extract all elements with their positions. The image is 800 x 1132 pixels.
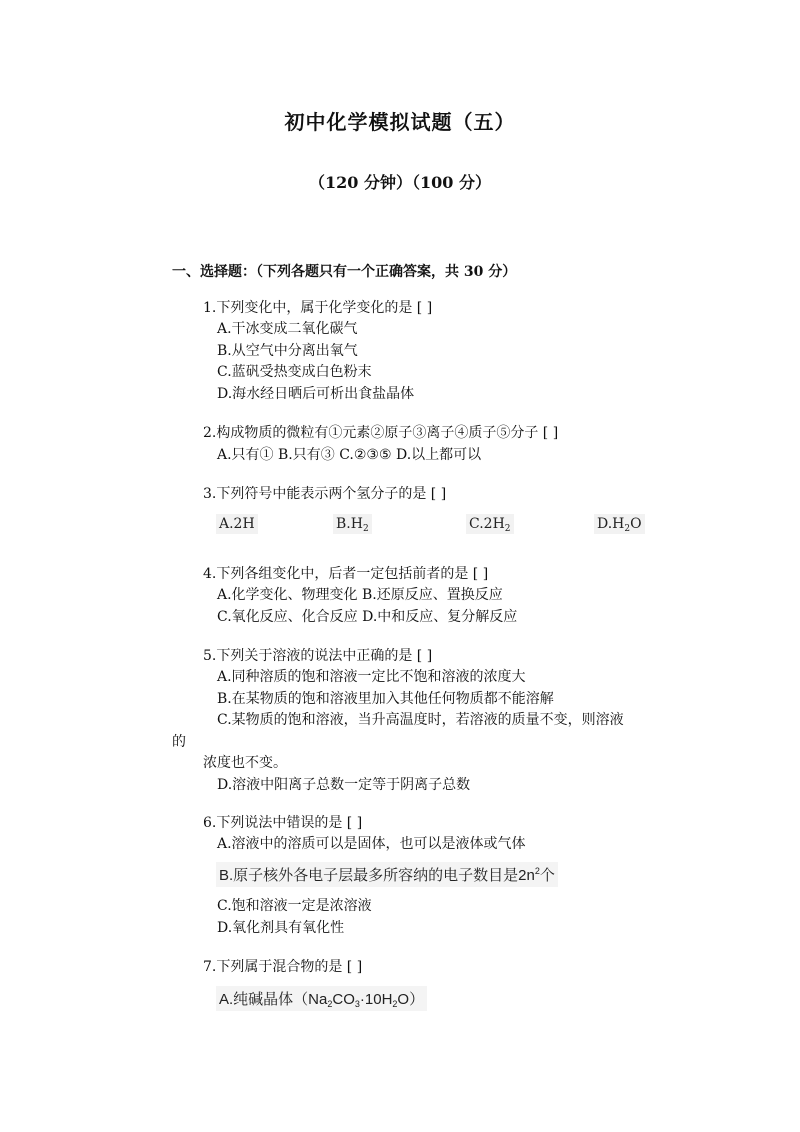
question-2-stem: 2.构成物质的微粒有①元素②原子③离子④质子⑤分子 [ ]	[203, 425, 559, 441]
section-heading: 一、选择题：（下列各题只有一个正确答案，共 30 分）	[172, 264, 517, 280]
question-5-option-c-continued: 浓度也不变。	[203, 755, 287, 771]
question-6-option-b: B.原子核外各电子层最多所容纳的电子数目是$2n^2$个	[216, 862, 558, 887]
question-4-options-line-1: A.化学变化、物理变化 B.还原反应、置换反应	[217, 587, 503, 603]
question-2-options: A.只有① B.只有③ C.②③⑤ D.以上都可以	[217, 447, 482, 463]
question-5-option-d: D.溶液中阳离子总数一定等于阴离子总数	[217, 777, 471, 793]
question-1-option-c: C.蓝矾受热变成白色粉末	[217, 364, 372, 380]
question-5-option-c-wrap: 的	[172, 734, 186, 750]
page-subtitle: （120 分钟）（100 分）	[309, 173, 491, 192]
question-4-options-line-2: C.氧化反应、化合反应 D.中和反应、复分解反应	[217, 609, 518, 625]
question-3-option-c: $C.2H_2$	[466, 514, 514, 534]
question-7-stem: 7.下列属于混合物的是 [ ]	[203, 959, 363, 975]
question-3-stem: 3.下列符号中能表示两个氢分子的是 [ ]	[203, 486, 447, 502]
question-1-option-b: B.从空气中分离出氧气	[217, 343, 358, 359]
question-1-stem: 1.下列变化中，属于化学变化的是 [ ]	[203, 300, 433, 316]
question-1-option-a: A.干冰变成二氧化碳气	[217, 321, 358, 337]
question-5-option-b: B.在某物质的饱和溶液里加入其他任何物质都不能溶解	[217, 691, 554, 707]
question-1-option-d: D.海水经日晒后可析出食盐晶体	[217, 386, 415, 402]
question-5-stem: 5.下列关于溶液的说法中正确的是 [ ]	[203, 648, 433, 664]
question-3-option-d: $D.H_2O$	[594, 514, 645, 534]
question-6-stem: 6.下列说法中错误的是 [ ]	[203, 815, 363, 831]
question-5-option-c: C.某物质的饱和溶液，当升高温度时，若溶液的质量不变，则溶液	[217, 712, 624, 728]
page-title: 初中化学模拟试题（五）	[284, 110, 516, 134]
question-3-option-b: $B.H_2$	[333, 514, 372, 534]
question-5-option-a: A.同种溶质的饱和溶液一定比不饱和溶液的浓度大	[217, 669, 526, 685]
question-6-option-d: D.氧化剂具有氧化性	[217, 920, 345, 936]
question-4-stem: 4.下列各组变化中，后者一定包括前者的是 [ ]	[203, 566, 489, 582]
question-3-option-a: A.2H	[216, 514, 258, 534]
question-6-option-a: A.溶液中的溶质可以是固体，也可以是液体或气体	[217, 836, 526, 852]
question-7-option-a: A.纯碱晶体$(Na_2CO_3\cdot 10H_2O)$	[216, 986, 427, 1011]
question-6-option-c: C.饱和溶液一定是浓溶液	[217, 898, 372, 914]
